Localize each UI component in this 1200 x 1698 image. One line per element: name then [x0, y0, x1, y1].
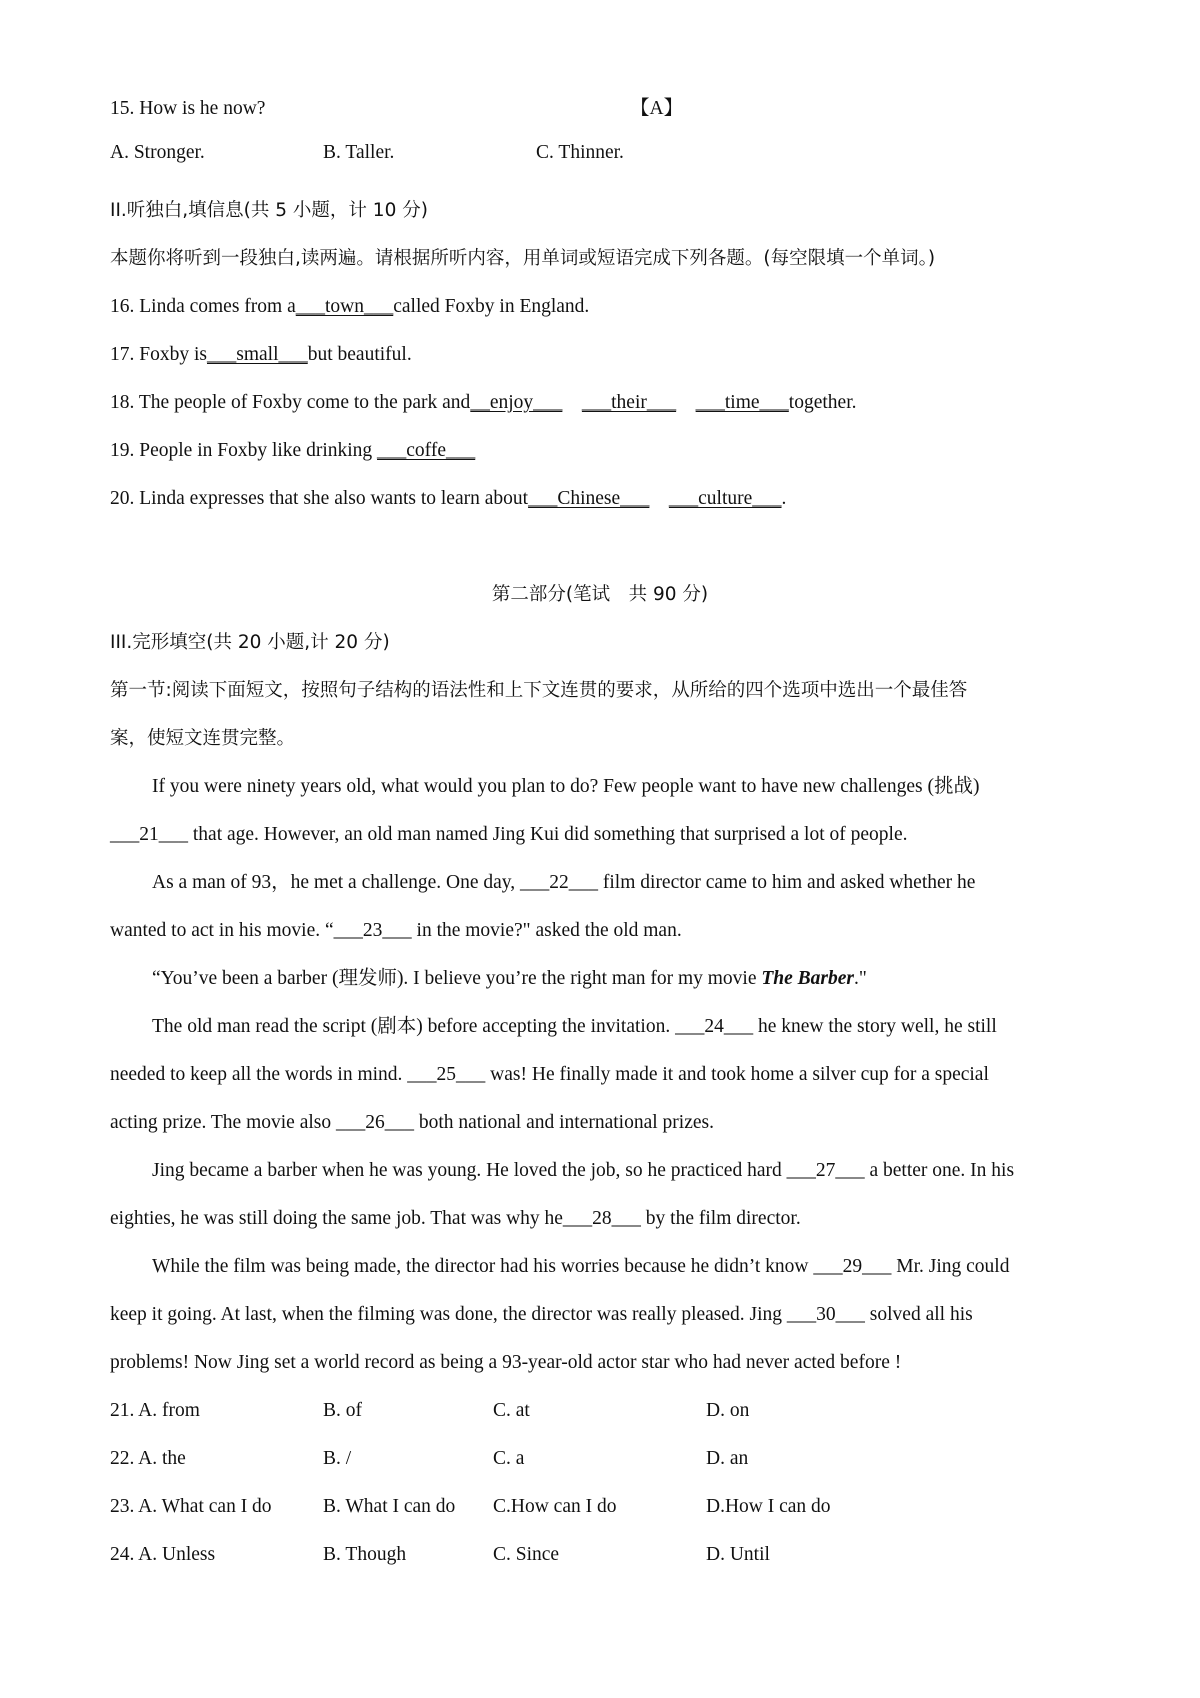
question-19: [110, 438, 1110, 464]
passage-p3-text: “You’ve been a barber (理发师). I believe you’re the right man for my movie: [152, 968, 762, 989]
choice-22-c: C. a: [493, 1448, 525, 1469]
q20-text-end: .: [781, 488, 787, 509]
passage-p5-line2: eighties, he was still doing the same job. That was why he___28___ by the film director.: [110, 1208, 801, 1229]
q20-blank-2: ___culture___: [668, 488, 782, 509]
passage-p4-line2: needed to keep all the words in mind. ___25___ was! He finally made it and took home a silver cup for a special: [110, 1064, 989, 1085]
q18-gap-1: [562, 392, 582, 413]
choice-22-a: 22. A. the: [110, 1448, 186, 1469]
q18-text: 18. The people of Foxby come to the park and: [110, 392, 471, 413]
q18-text-end: together.: [788, 392, 857, 413]
q17-text-end: but beautiful.: [307, 344, 412, 365]
question-16: [110, 294, 1110, 320]
choice-23-b: B. What I can do: [323, 1496, 456, 1517]
question-17: [110, 342, 1110, 368]
q17-blank: ___small___: [206, 344, 308, 365]
q20-blank-1: ___Chinese___: [528, 488, 650, 509]
passage-p6-line1: While the film was being made, the director had his worries because he didn’t know ___29___ Mr. Jing could: [152, 1256, 1010, 1277]
question-15-answer: 【A】: [630, 98, 684, 119]
option-b: B. Taller.: [323, 142, 395, 163]
passage-p4-line1: The old man read the script (剧本) before accepting the invitation. ___24___ he knew the story well, he still: [152, 1016, 997, 1037]
question-18: [110, 390, 1110, 416]
passage-p6-line2: keep it going. At last, when the filming was done, the director was really pleased. Jing ___30___ solved all his: [110, 1304, 973, 1325]
section-2-instruction: 本题你将听到一段独白,读两遍。请根据所听内容，用单词或短语完成下列各题。(每空限填一个单词。): [110, 248, 936, 269]
choice-24-d: D. Until: [706, 1544, 770, 1565]
choice-22-b: B. /: [323, 1448, 352, 1469]
option-a: A. Stronger.: [110, 142, 205, 163]
choice-24-b: B. Though: [323, 1544, 407, 1565]
movie-title: The Barber: [761, 968, 854, 989]
section-3-instruction-2: 案，使短文连贯完整。: [110, 728, 296, 749]
q16-text: 16. Linda comes from a: [110, 296, 296, 317]
section-3-heading: III.完形填空(共 20 小题,计 20 分): [110, 632, 390, 653]
q16-text-end: called Foxby in England.: [393, 296, 590, 317]
choice-21-c: C. at: [493, 1400, 530, 1421]
choice-21-b: B. of: [323, 1400, 362, 1421]
choice-23-a: 23. A. What can I do: [110, 1496, 272, 1517]
q20-text: 20. Linda expresses that she also wants to learn about: [110, 488, 529, 509]
q20-gap-1: [649, 488, 669, 509]
passage-p6-line3: problems! Now Jing set a world record as being a 93-year-old actor star who had never acted before !: [110, 1352, 902, 1373]
q19-text: 19. People in Foxby like drinking: [110, 440, 378, 461]
q19-blank: ___coffe___: [377, 440, 476, 461]
question-15-text: 15. How is he now?: [110, 98, 266, 119]
choice-21-a: 21. A. from: [110, 1400, 200, 1421]
passage-p2-line1: As a man of 93，he met a challenge. One day, ___22___ film director came to him and asked whether he: [152, 872, 976, 893]
q18-blank-2: ___their___: [581, 392, 677, 413]
section-2-heading: II.听独白,填信息(共 5 小题，计 10 分): [110, 200, 428, 221]
passage-p4-line3: acting prize. The movie also ___26___ both national and international prizes.: [110, 1112, 714, 1133]
passage-p2-line2: wanted to act in his movie. “___23___ in the movie?" asked the old man.: [110, 920, 682, 941]
passage-p5-line1: Jing became a barber when he was young. He loved the job, so he practiced hard ___27___ a better one. In his: [152, 1160, 1015, 1181]
q18-blank-1: __enjoy___: [470, 392, 563, 413]
passage-p1-line1: If you were ninety years old, what would you plan to do? Few people want to have new challenges (挑战): [152, 776, 980, 797]
passage-p1-line2: ___21___ that age. However, an old man named Jing Kui did something that surprised a lot of people.: [110, 824, 908, 845]
choice-23-c: C.How can I do: [493, 1496, 617, 1517]
part-2-title: 第二部分(笔试 共 90 分): [491, 584, 709, 605]
choice-23-d: D.How I can do: [706, 1496, 831, 1517]
section-3-instruction-1: 第一节:阅读下面短文，按照句子结构的语法性和上下文连贯的要求，从所给的四个选项中选出一个最佳答: [110, 680, 968, 701]
choice-24-c: C. Since: [493, 1544, 560, 1565]
q18-gap-2: [676, 392, 696, 413]
q17-text: 17. Foxby is: [110, 344, 207, 365]
passage-p3: [152, 966, 1152, 992]
question-20: [110, 486, 1110, 512]
question-15: [110, 96, 1110, 122]
passage-p3-end: .": [854, 968, 867, 989]
choice-24-a: 24. A. Unless: [110, 1544, 216, 1565]
choice-22-d: D. an: [706, 1448, 749, 1469]
q16-blank: ___town___: [295, 296, 394, 317]
option-c: C. Thinner.: [536, 142, 624, 163]
q18-blank-3: ___time___: [695, 392, 789, 413]
choice-21-d: D. on: [706, 1400, 750, 1421]
